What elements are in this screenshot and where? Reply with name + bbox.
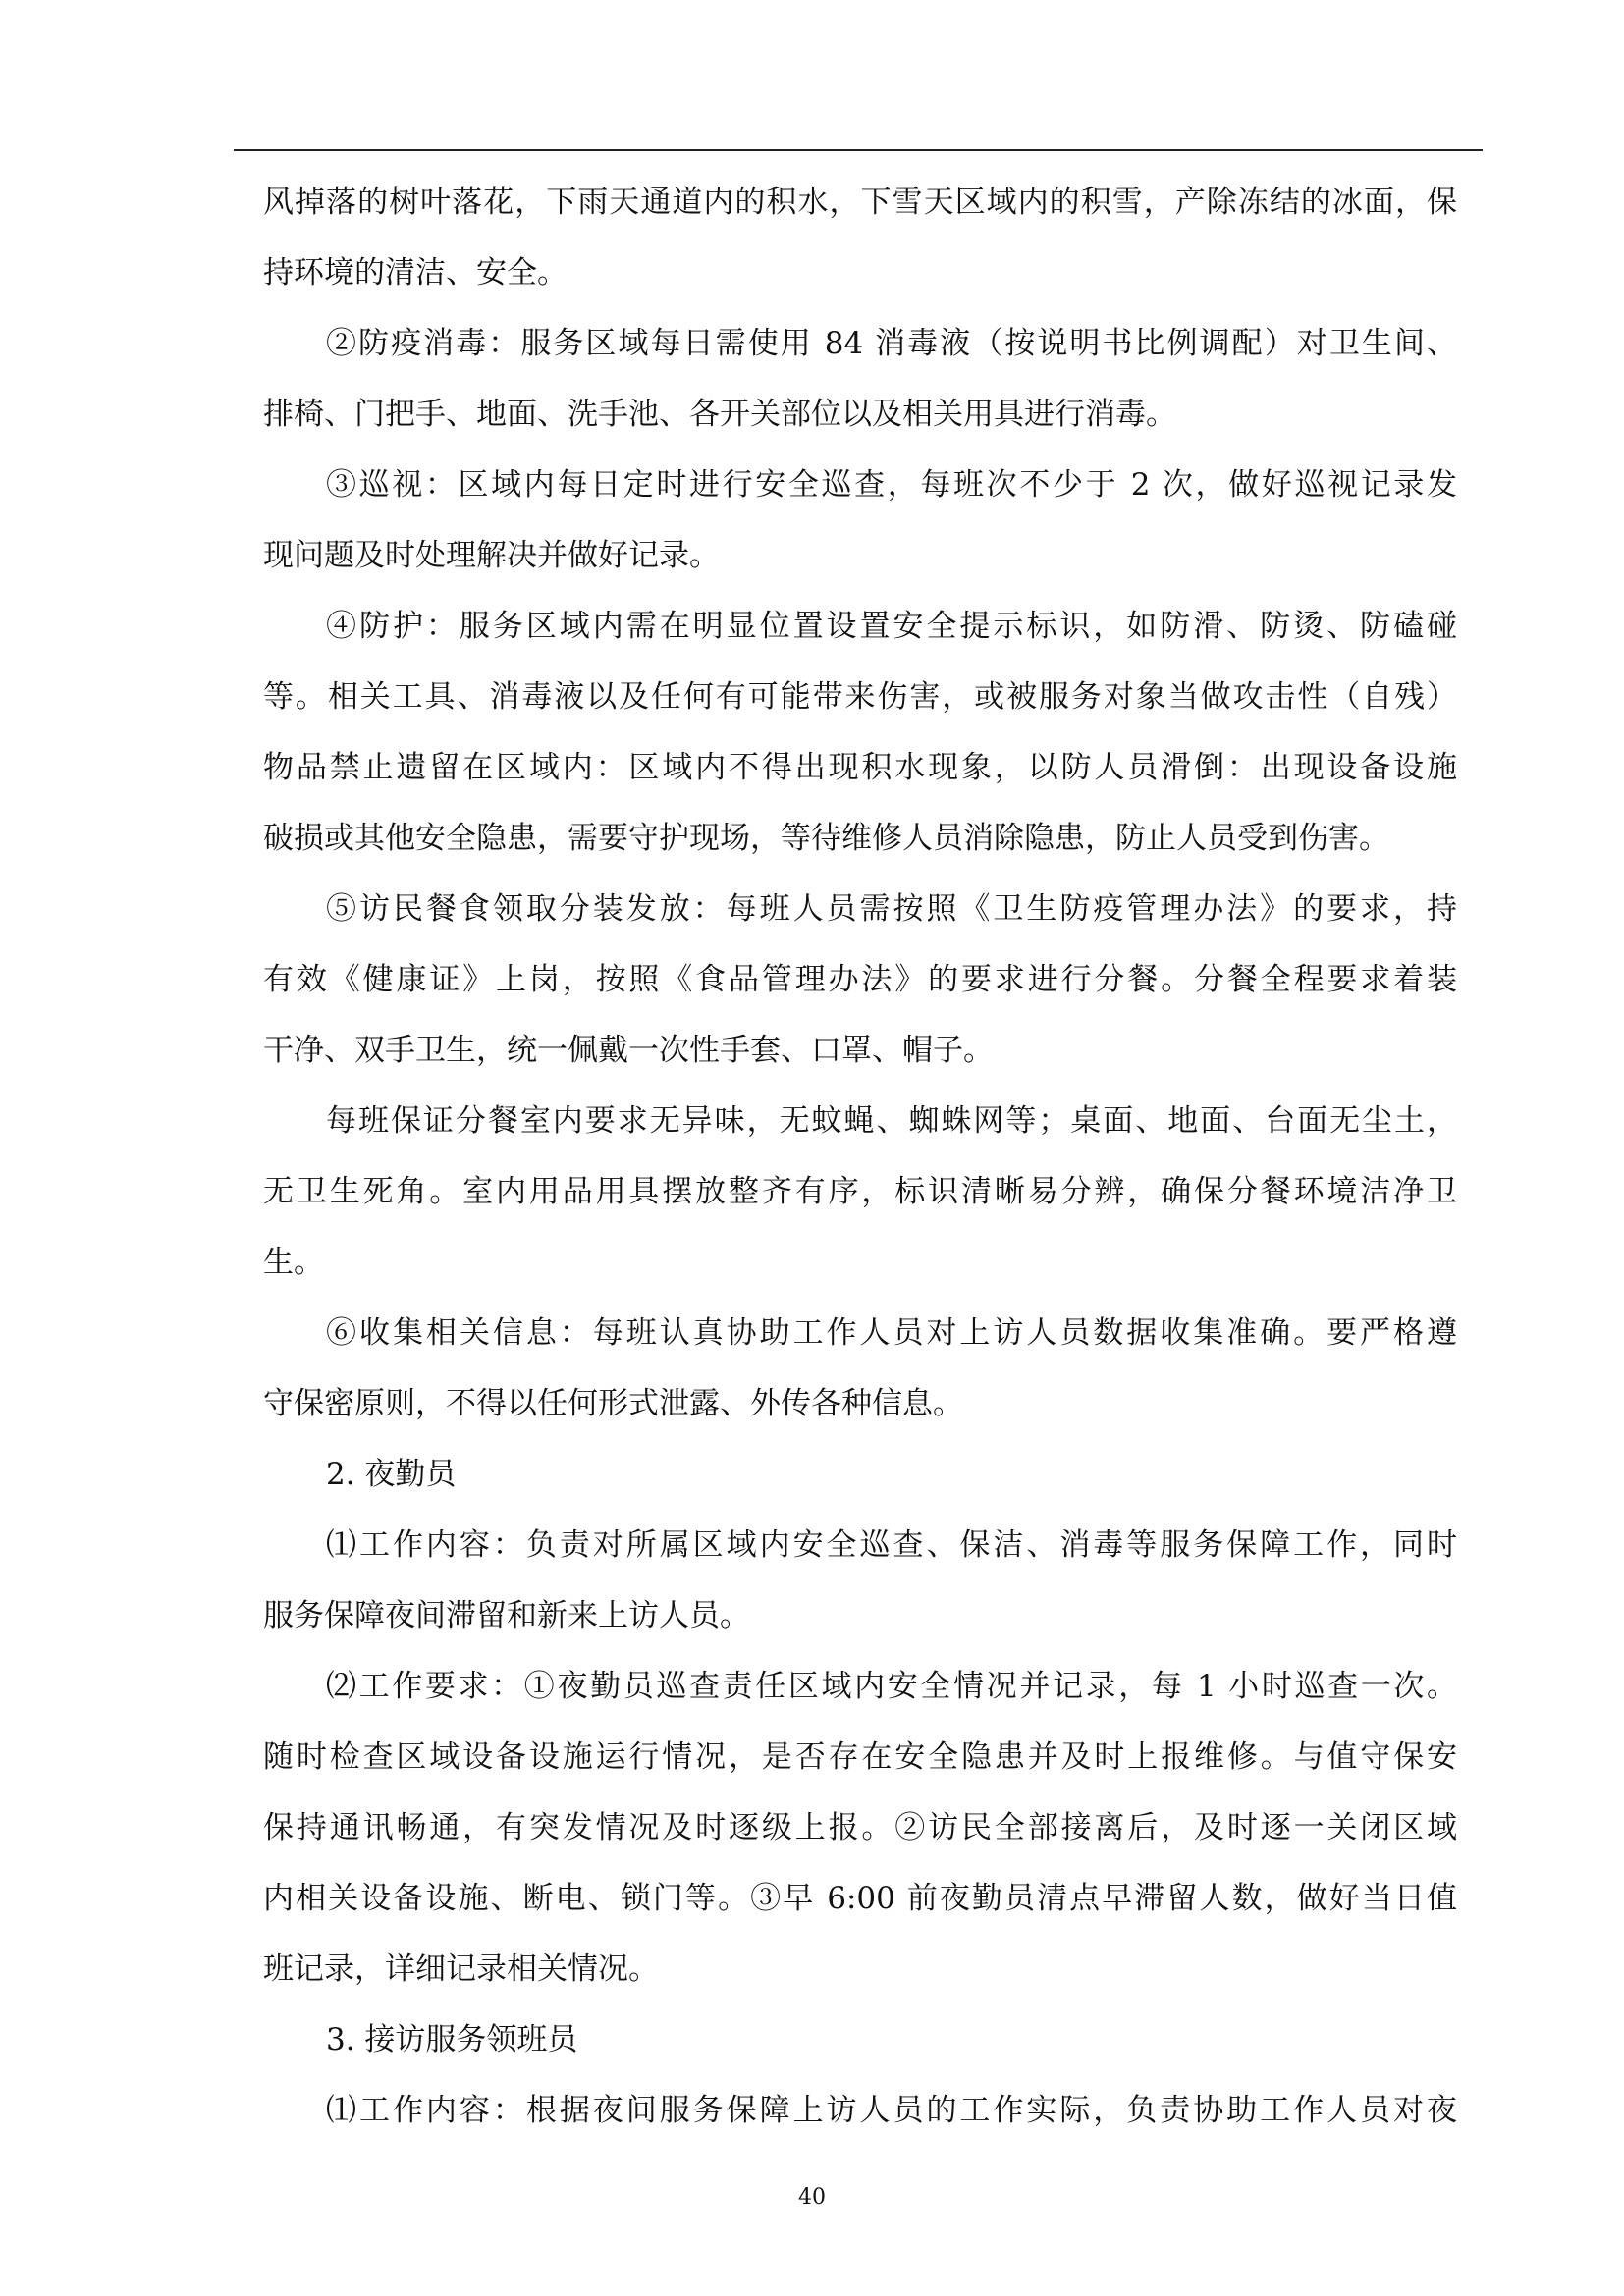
text-line: 生。 bbox=[263, 1245, 324, 1280]
text-line: 持环境的清洁、安全。 bbox=[263, 255, 568, 291]
text-line: 每班保证分餐室内要求无异味，无蚊蝇、蜘蛛网等；桌面、地面、台面无尘土， bbox=[326, 1103, 1457, 1139]
text-line: ③巡视：区域内每日定时进行安全巡查，每班次不少于 2 次，做好巡视记录发 bbox=[326, 467, 1457, 503]
header-rule bbox=[234, 149, 1483, 151]
text-line: 干净、双手卫生，统一佩戴一次性手套、口罩、帽子。 bbox=[263, 1033, 994, 1068]
text-line: ⑥收集相关信息：每班认真协助工作人员对上访人员数据收集准确。要严格遵 bbox=[326, 1315, 1457, 1351]
text-line: 保持通讯畅通，有突发情况及时逐级上报。②访民全部接离后，及时逐一关闭区域 bbox=[263, 1810, 1457, 1845]
text-line: ④防护：服务区域内需在明显位置设置安全提示标识，如防滑、防烫、防磕碰 bbox=[326, 609, 1457, 644]
text-line: 2. 夜勤员 bbox=[326, 1457, 457, 1492]
text-line: 有效《健康证》上岗，按照《食品管理办法》的要求进行分餐。分餐全程要求着装 bbox=[263, 962, 1457, 997]
text-line: ⑴工作内容：负责对所属区域内安全巡查、保洁、消毒等服务保障工作，同时 bbox=[326, 1527, 1457, 1563]
text-line: 破损或其他安全隐患，需要守护现场，等待维修人员消除隐患，防止人员受到伤害。 bbox=[263, 821, 1389, 856]
text-line: 等。相关工具、消毒液以及任何有可能带来伤害，或被服务对象当做攻击性（自残） bbox=[263, 679, 1457, 715]
text-line: 无卫生死角。室内用品用具摆放整齐有序，标识清晰易分辨，确保分餐环境洁净卫 bbox=[263, 1174, 1457, 1209]
text-line: 服务保障夜间滞留和新来上访人员。 bbox=[263, 1598, 750, 1633]
text-line: 3. 接访服务领班员 bbox=[326, 2022, 578, 2057]
text-line: 现问题及时处理解决并做好记录。 bbox=[263, 538, 720, 573]
text-line: ②防疫消毒：服务区域每日需使用 84 消毒液（按说明书比例调配）对卫生间、 bbox=[326, 326, 1457, 361]
text-line: 风掉落的树叶落花，下雨天通道内的积水，下雪天区域内的积雪，产除冻结的冰面，保 bbox=[263, 185, 1457, 220]
text-line: 排椅、门把手、地面、洗手池、各开关部位以及相关用具进行消毒。 bbox=[263, 397, 1176, 432]
text-line: 物品禁止遗留在区域内：区域内不得出现积水现象，以防人员滑倒：出现设备设施 bbox=[263, 750, 1457, 785]
text-line: 班记录，详细记录相关情况。 bbox=[263, 1951, 659, 1987]
text-line: ⑴工作内容：根据夜间服务保障上访人员的工作实际，负责协助工作人员对夜 bbox=[326, 2093, 1457, 2128]
page-body bbox=[263, 167, 1457, 2146]
text-line: 随时检查区域设备设施运行情况，是否存在安全隐患并及时上报维修。与值守保安 bbox=[263, 1739, 1457, 1775]
text-line: ⑤访民餐食领取分装发放：每班人员需按照《卫生防疫管理办法》的要求，持 bbox=[326, 891, 1457, 927]
text-line: 内相关设备设施、断电、锁门等。③早 6:00 前夜勤员清点早滞留人数，做好当日值 bbox=[263, 1881, 1457, 1916]
page-number: 40 bbox=[798, 2185, 826, 2210]
text-line: ⑵工作要求：①夜勤员巡查责任区域内安全情况并记录，每 1 小时巡查一次。 bbox=[326, 1669, 1457, 1704]
text-line: 守保密原则，不得以任何形式泄露、外传各种信息。 bbox=[263, 1386, 963, 1421]
